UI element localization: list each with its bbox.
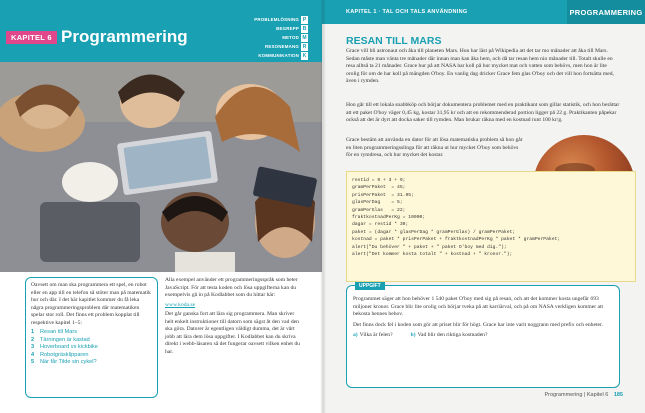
code-line: alert("Det kommer kosta totalt " + kostnad + " kronor."); — [352, 252, 513, 258]
ability-letter: B — [302, 25, 307, 32]
chapter-tag: KAPITEL 6 — [6, 31, 57, 44]
question-label: b) — [410, 332, 416, 338]
section-tab: PROGRAMMERING — [567, 0, 645, 24]
exercise-text: Det finns dock fel i koden som gör att priset blir för högt. Grace har inte varit noggrann med prefix och enheter. — [353, 321, 603, 328]
item-number: 1 — [31, 329, 35, 335]
ability-label: BEGREPP — [276, 26, 299, 31]
list-item[interactable] — [31, 352, 152, 360]
body-paragraph: Grace bestäm att använda en dator för att lösa matematiska problem så hon går en liten programmeringsslinga för att räkna ut hur mycket O'boy som behövs för en rymdresa, och hur mycket det kostar. — [346, 137, 523, 158]
code-line: alert("Du behöver " + paket + " paket O'boy med dig."); — [352, 244, 507, 250]
code-line: gramPerPaket = 45; — [352, 185, 406, 191]
ability-row — [254, 33, 308, 42]
item-number: 4 — [31, 351, 35, 358]
body-paragraph: Grace vill bli astronaut och åka till planeten Mars. Hon har läst på Wikipedia att det tar mo månader att åka till Mars. Sedan måste man vänta tre månader där innan man kan åka hem, och då tar resan hem nio månader till. Totalt skulle en resa alltså ta 21 månader. Grace hur på att NASA har koll på hur mycket mat och vatten som behövs, men hon är lite orolig för om de har koll på mängden O'boy. En vanlig dag dricker Grace fem glas O'boy och det vill hon fortsätta med, även i rymden. — [346, 48, 614, 84]
question-text: Vad blir den riktiga kostnaden? — [417, 332, 488, 338]
section-title: RESAN TILL MARS — [346, 35, 442, 47]
problem-list — [31, 329, 152, 367]
chapter-title: Programmering — [61, 27, 188, 46]
exercise-box — [346, 285, 620, 388]
page-header — [322, 0, 645, 24]
list-item[interactable] — [31, 359, 152, 367]
item-label: Tärningen är kastad — [40, 336, 90, 343]
footer-label: Programmering | Kapitel 6 — [544, 392, 609, 398]
intro-column — [165, 277, 303, 358]
page-number: 185 — [613, 392, 623, 398]
chapter-intro-box — [25, 277, 158, 398]
left-body — [0, 272, 322, 413]
question-a — [353, 332, 393, 340]
students-photo — [0, 62, 322, 272]
intro-text: Oavsett om man ska programmera ett spel, en robot eller en app till en telefon så stöter man på matematik hur och där. I det här kapitlet kommer du få leka några programmeringsproblem där matematiken spelar stor roll. Det finns ett problem kopplat till respektive kapitel 1–5: — [31, 282, 151, 326]
code-line: glasPerDag = 5; — [352, 200, 403, 206]
code-line: kostnad = paket * prisPerPaket + fraktkostnadPerKg * paket * gramPerPaket; — [352, 237, 561, 243]
exercise-questions — [353, 332, 613, 340]
chapter-marker: KAPITEL 1 · TAL OCH TALS ANVÄNDNING — [346, 9, 468, 15]
ability-letter: R — [302, 43, 307, 50]
item-number: 3 — [31, 344, 35, 350]
ability-row — [254, 15, 308, 24]
question-text: Vilka är felen? — [359, 332, 393, 338]
ability-label: PROBLEMLÖSNING — [254, 17, 299, 22]
intro-paragraph: Det går ganska fort att lära sig programmera. Man skriver helt enkelt instruktioner till datorn som sägst åt den vad den ska göra. Datorer är egentligen väldigt dumma, det är vårt jobb att lära dem lösa uppgifter. I Kodlabbet kan du skriva direkt i webb-läsaren så det fungerar oavsett vilken enhet du har. — [165, 311, 300, 355]
list-item[interactable] — [31, 329, 152, 337]
item-number: 5 — [31, 359, 35, 365]
code-line: paket = (dagar * glasPerDag * gramPerGlas) / gramPerPaket; — [352, 229, 516, 235]
ability-letter: K — [302, 52, 307, 59]
item-label: Hoverboard vs kickbike — [40, 344, 98, 350]
students-illustration — [0, 62, 322, 272]
ability-row — [254, 51, 308, 60]
kodlabbet-link[interactable]: www.koda.se — [165, 301, 196, 308]
question-label: a) — [353, 332, 358, 338]
code-line: restid = 9 + 3 + 9; — [352, 178, 406, 183]
code-line: fraktkostnadPerKg = 10000; — [352, 215, 426, 221]
ability-row — [254, 42, 308, 51]
ability-row — [254, 24, 308, 33]
exercise-tag: UPPGIFT — [355, 282, 385, 290]
chapter-header — [0, 0, 322, 62]
ability-list — [254, 15, 308, 60]
exercise-text: Programmet säger att hon behöver 1 540 paket O'boy med sig på resan, och att det kommer kosta ungefär 693 miljoner kronor. Grace blir lite orolig och börjar tveka på att karriärval, och på om NASA verkligen kommer att bekosta hennes behov. — [353, 296, 604, 317]
ability-letter: M — [302, 34, 307, 41]
code-line: prisPerPaket = 31.95; — [352, 192, 414, 198]
book-spine — [320, 0, 326, 413]
right-page — [322, 0, 645, 413]
ability-label: RESONEMANG — [265, 44, 299, 49]
intro-paragraph: Alla exempel använder ett programmeringsspråk som heter JavaScript. För att testa koden och lösa uppgifterna kan du exempelvis gå in på Kodlabbet som du hittar här: — [165, 277, 298, 298]
list-item[interactable] — [31, 337, 152, 345]
item-label: Robotgräsklipparen — [40, 351, 89, 358]
code-line: dagar = restid * 30; — [352, 222, 409, 228]
code-block — [346, 171, 636, 282]
item-label: Resan till Mars — [40, 329, 77, 335]
list-item[interactable] — [31, 344, 152, 352]
body-paragraph: Hon går till ett lokala snabbköp och börjar dokumentera problemet med en praktikant som gillar statistik, och hon berättar att ett paket O'boy väger 0,45 kg, kostar 31,95 kr och att en rekommenderad portion ligger på 22 g. Praktikanten påpekar också att det är dyrt att docka saker till rymden. Man brukar räkna med en kostnad runt 100 kr/g. — [346, 102, 620, 123]
item-label: När får Tilde sin cykel? — [40, 359, 97, 365]
ability-label: KOMMUNIKATION — [258, 53, 299, 58]
code-line: gramPerGlas = 22; — [352, 207, 406, 213]
item-number: 2 — [31, 336, 35, 343]
left-page — [0, 0, 322, 413]
ability-label: METOD — [282, 35, 299, 40]
question-b — [411, 332, 488, 340]
page-footer — [544, 392, 623, 398]
ability-letter: P — [302, 16, 307, 23]
